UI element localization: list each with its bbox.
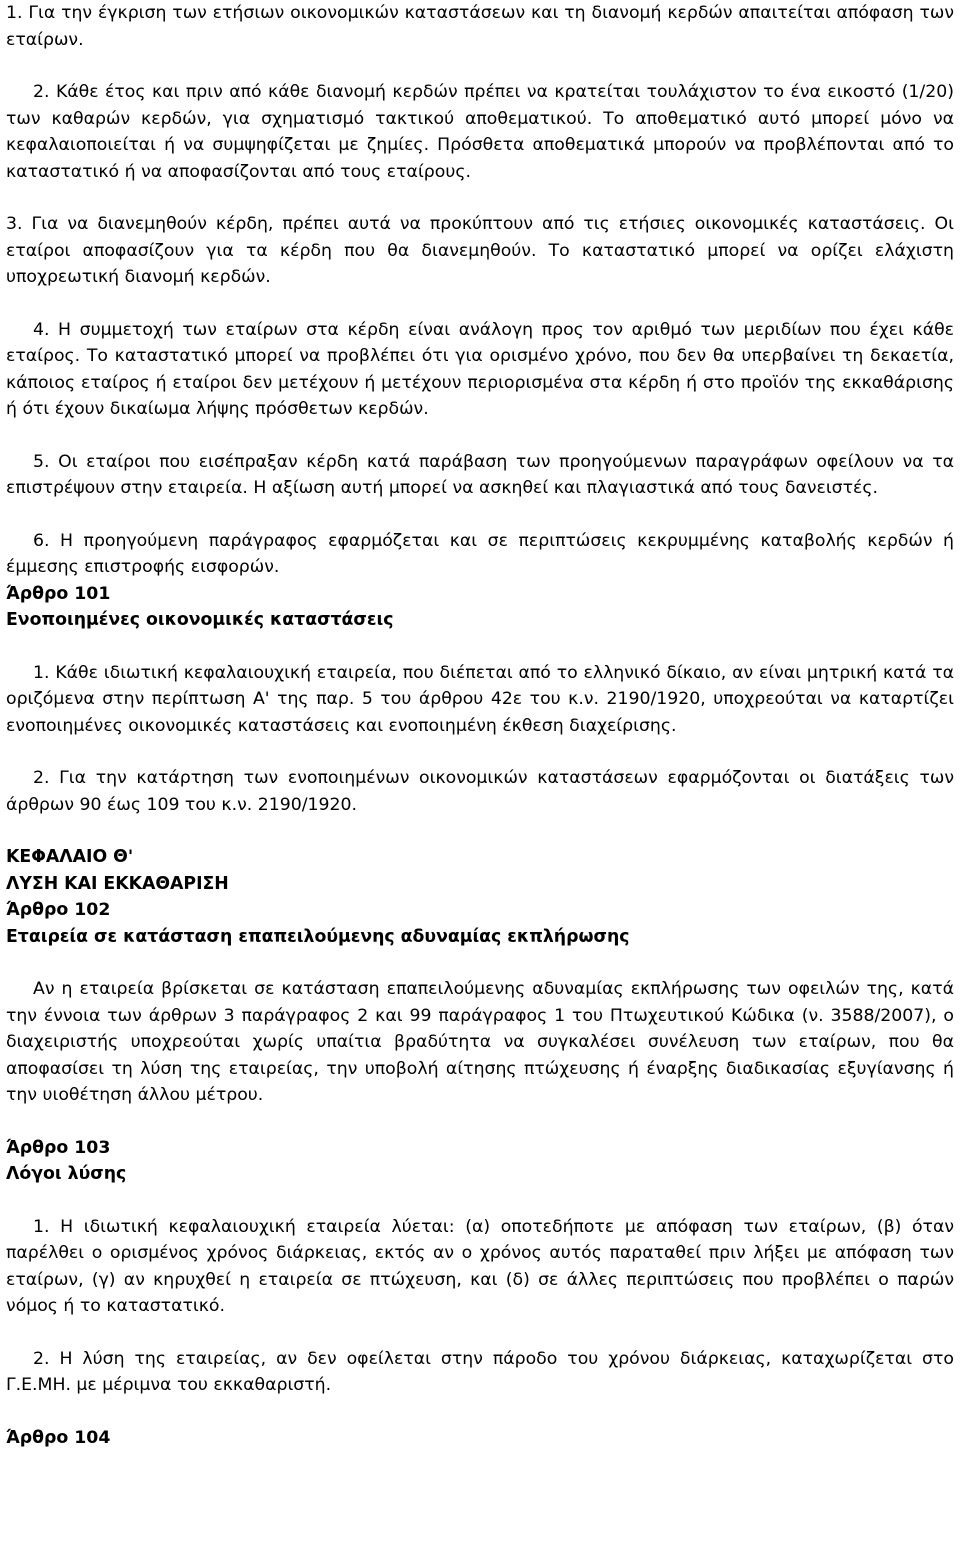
document-page bbox=[6, 0, 954, 1451]
article-102-paragraph: Αν η εταιρεία βρίσκεται σε κατάσταση επαπειλούμενης αδυναμίας εκπλήρωσης των οφειλών της, κατά την έννοια των άρθρων 3 παράγραφος 2 και 99 παράγραφος 1 του Πτωχευτικού Κώδικα (ν. 3588/2007), ο διαχειριστής υποχρεούται χωρίς υπαίτια βραδύτητα να συγκαλέσει συνέλευση των εταίρων, που θα αποφασίσει τη λύση της εταιρείας, την υποβολή αίτησης πτώχευσης ή έναρξης διαδικασίας εξυγίανσης ή την υιοθέτηση άλλου μέτρου. bbox=[6, 979, 954, 1105]
spacer bbox=[6, 950, 954, 976]
paragraph-1: 1. Για την έγκριση των ετήσιων οικονομικών καταστάσεων και τη διανομή κερδών απαιτείται απόφαση των εταίρων. bbox=[6, 3, 954, 50]
spacer bbox=[6, 634, 954, 660]
article-103-heading: Άρθρο 103 bbox=[6, 1137, 111, 1158]
spacer bbox=[6, 818, 954, 844]
spacer bbox=[6, 423, 954, 449]
article-103-paragraph-2: 2. Η λύση της εταιρείας, αν δεν οφείλεται στην πάροδο του χρόνου διάρκειας, καταχωρίζεται στο Γ.Ε.ΜΗ. με μέριμνα του εκκαθαριστή. bbox=[6, 1348, 954, 1395]
article-101-heading: Άρθρο 101 bbox=[6, 583, 111, 604]
spacer bbox=[6, 739, 954, 765]
paragraph-2: 2. Κάθε έτος και πριν από κάθε διανομή κερδών πρέπει να κρατείται τουλάχιστον το ένα εικοστό (1/20) των καθαρών κερδών, για σχηματισμό τακτικού αποθεματικού. Το αποθεματικό αυτό μπορεί μόνο να κεφαλαιοποιείται ή να συμψηφίζεται με ζημίες. Πρόσθετα αποθεματικά μπορούν να προβλέπονται από το καταστατικό ή να αποφασίζονται από τους εταίρους. bbox=[6, 82, 954, 182]
paragraph-6: 6. Η προηγούμενη παράγραφος εφαρμόζεται και σε περιπτώσεις κεκρυμμένης καταβολής κερδών ή έμμεσης επιστροφής εισφορών. bbox=[6, 530, 954, 577]
article-104-heading: Άρθρο 104 bbox=[6, 1427, 111, 1448]
article-101-paragraph-2: 2. Για την κατάρτηση των ενοποιημένων οικονομικών καταστάσεων εφαρμόζονται οι διατάξεις των άρθρων 90 έως 109 του κ.ν. 2190/1920. bbox=[6, 768, 954, 815]
article-103-paragraph-1: 1. Η ιδιωτική κεφαλαιουχική εταιρεία λύεται: (α) οποτεδήποτε με απόφαση των εταίρων, (β) όταν παρέλθει ο ορισμένος χρόνος διάρκειας, εκτός αν ο χρόνος αυτός παραταθεί πριν λήξει με απόφαση των εταίρων, (γ) αν κηρυχθεί η εταιρεία σε πτώχευση, και (δ) σε άλλες περιπτώσεις που προβλέπει ο παρών νόμος ή το καταστατικό. bbox=[6, 1216, 954, 1316]
paragraph-5: 5. Οι εταίροι που εισέπραξαν κέρδη κατά παράβαση των προηγούμενων παραγράφων οφείλουν να τα επιστρέψουν στην εταιρεία. Η αξίωση αυτή μπορεί να ασκηθεί και πλαγιαστικά από τους δανειστές. bbox=[6, 451, 954, 498]
chapter-heading: ΚΕΦΑΛΑΙΟ Θ' bbox=[6, 847, 134, 867]
spacer bbox=[6, 1188, 954, 1214]
spacer bbox=[6, 185, 954, 211]
article-103-title: Λόγοι λύσης bbox=[6, 1164, 127, 1184]
spacer bbox=[6, 53, 954, 79]
spacer bbox=[6, 1109, 954, 1135]
paragraph-3: 3. Για να διανεμηθούν κέρδη, πρέπει αυτά να προκύπτουν από τις ετήσιες οικονομικές καταστάσεις. Οι εταίροι αποφασίζουν για τα κέρδη που θα διανεμηθούν. Το καταστατικό μπορεί να ορίζει ελάχιστη υποχρεωτική διανομή κερδών. bbox=[6, 214, 954, 287]
spacer bbox=[6, 291, 954, 317]
chapter-title: ΛΥΣΗ ΚΑΙ ΕΚΚΑΘΑΡΙΣΗ bbox=[6, 873, 229, 894]
article-101-paragraph-1: 1. Κάθε ιδιωτική κεφαλαιουχική εταιρεία, που διέπεται από το ελληνικό δίκαιο, αν είναι μητρική κατά τα οριζόμενα στην περίπτωση Α' της παρ. 5 του άρθρου 42ε του κ.ν. 2190/1920, υποχρεούται να καταρτίζει ενοποιημένες οικονομικές καταστάσεις και ενοποιημένη έκθεση διαχείρισης. bbox=[6, 662, 954, 736]
article-102-heading: Άρθρο 102 bbox=[6, 900, 111, 920]
spacer bbox=[6, 1320, 954, 1346]
spacer bbox=[6, 502, 954, 528]
article-101-title: Ενοποιημένες οικονομικές καταστάσεις bbox=[6, 610, 394, 630]
paragraph-4: 4. Η συμμετοχή των εταίρων στα κέρδη είναι ανάλογη προς τον αριθμό των μεριδίων που έχει κάθε εταίρος. Το καταστατικό μπορεί να προβλέπει ότι για ορισμένο χρόνο, που δεν θα υπερβαίνει τη δεκαετία, κάποιος εταίρος ή εταίροι δεν μετέχουν ή μετέχουν περιορισμένα στα κέρδη ή στο προϊόν της εκκαθάρισης ή ότι έχουν δικαίωμα λήψης πρόσθετων κερδών. bbox=[6, 319, 954, 419]
spacer bbox=[6, 1399, 954, 1425]
article-102-title: Εταιρεία σε κατάσταση επαπειλούμενης αδυναμίας εκπλήρωσης bbox=[6, 926, 630, 947]
